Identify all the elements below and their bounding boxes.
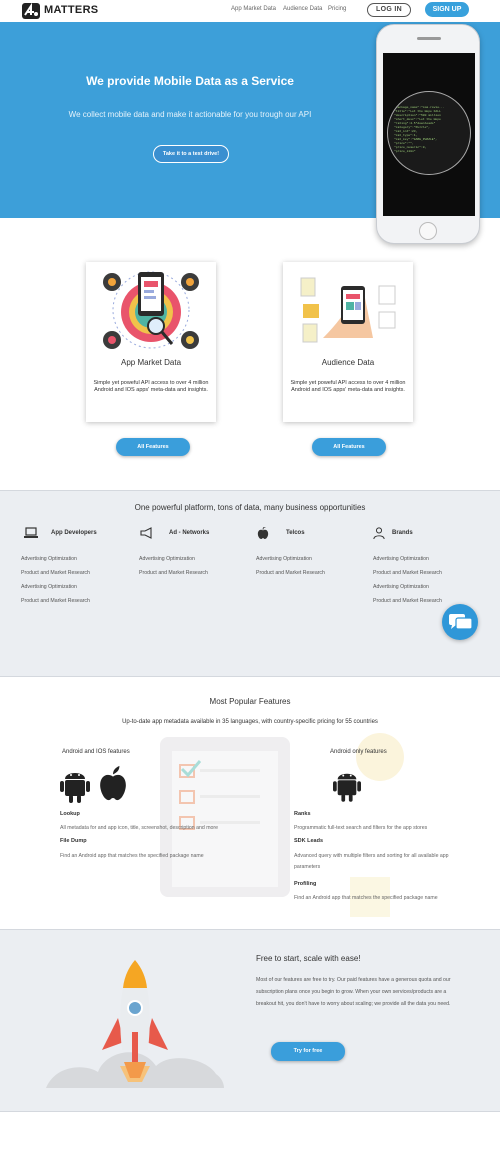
list-item: Advertising Optimization: [21, 584, 77, 590]
apple-icon: [256, 527, 270, 539]
feature-text-lookup: All metadata for and app icon, title, screenshot, description and more: [60, 825, 219, 831]
list-item: Advertising Optimization: [256, 556, 312, 562]
test-drive-button[interactable]: Take it to a test drive!: [153, 145, 229, 163]
column-heading-brands: Brands: [392, 530, 413, 536]
feature-text-file-dump: Find an Android app that matches the specified package name: [60, 853, 204, 859]
hero-subtitle: We collect mobile data and make it actionable for you trough our API: [68, 110, 312, 119]
feature-text-ranks: Programmatic full-text search and filters for the app stores: [294, 825, 428, 831]
logo-icon[interactable]: [22, 3, 40, 19]
nav-link-audience-data[interactable]: Audience Data: [283, 6, 323, 12]
free-title: Free to start, scale with ease!: [256, 954, 361, 963]
feature-text-sdk-leads: Advanced query with multiple filters and sorting for all available app parameters: [294, 853, 449, 870]
hero-title: We provide Mobile Data as a Service: [86, 74, 294, 88]
popular-title: Most Popular Features: [209, 697, 291, 706]
nav-link-app-market-data[interactable]: App Market Data: [231, 6, 277, 12]
column-heading-telcos: Telcos: [286, 530, 305, 536]
megaphone-icon: [140, 527, 154, 539]
android-icon: [60, 765, 90, 803]
feature-name-lookup: Lookup: [60, 811, 80, 817]
popular-features-section: [0, 677, 500, 929]
feature-name-profiling: Profiling: [294, 881, 317, 887]
nav-link-pricing[interactable]: Pricing: [328, 6, 347, 12]
list-item: Advertising Optimization: [373, 556, 429, 562]
top-navbar: [0, 0, 500, 22]
card-title: App Market Data: [120, 358, 182, 367]
platform-title: One powerful platform, tons of data, many business opportunities: [134, 503, 366, 512]
phone-speaker: [417, 37, 441, 40]
try-for-free-button[interactable]: Try for free: [271, 1042, 345, 1061]
list-item: Product and Market Research: [256, 570, 325, 576]
list-item: Product and Market Research: [21, 570, 90, 576]
left-features-heading: Android and IOS features: [62, 749, 130, 755]
list-item: Product and Market Research: [373, 570, 442, 576]
list-item: Advertising Optimization: [21, 556, 77, 562]
app-market-all-features-button[interactable]: All Features: [116, 438, 190, 456]
code-magnifier: "package_name":"com.rovio... "title":"Let the Hope FALL "description":"500 million "short_desc":"Let the Hope "rating":4.5"downloads" "category":"Puzzle", "cat_int":23, "cat_type":1, "cat_key":"GAME_PUZZLE", "price":"", "price_numeric":0, "price_i18n": [387, 91, 471, 175]
login-button[interactable]: LOG IN: [367, 3, 411, 17]
feature-name-ranks: Ranks: [294, 811, 311, 817]
chat-button[interactable]: [442, 604, 478, 640]
feature-name-sdk-leads: SDK Leads: [294, 838, 324, 844]
phone-screen: [383, 53, 475, 216]
platform-section: [0, 490, 500, 677]
free-start-section: [0, 929, 500, 1112]
list-item: Product and Market Research: [139, 570, 208, 576]
card-app-market-data: [86, 262, 216, 422]
logo-text[interactable]: MATTERS: [44, 4, 99, 16]
feature-text-profiling: Find an Android app that matches the specified package name: [294, 895, 438, 901]
card-title: Audience Data: [321, 358, 375, 367]
column-heading-ad-networks: Ad - Networks: [169, 530, 210, 536]
android-icon: [333, 765, 361, 803]
phone-illustration: [376, 24, 480, 244]
audience-all-features-button[interactable]: All Features: [312, 438, 386, 456]
card-description: Simple yet poweful API access to over 4 million Android and IOS apps' meta-data and insights.: [93, 380, 209, 393]
signup-button[interactable]: SIGN UP: [425, 2, 469, 17]
list-item: Advertising Optimization: [139, 556, 195, 562]
chat-bubble-icon: [442, 604, 478, 640]
app-market-illustration: [98, 268, 204, 354]
phone-home-button: [419, 222, 437, 240]
feature-name-file-dump: File Dump: [60, 838, 87, 844]
laptop-icon: [24, 527, 38, 539]
rocket-illustration: [46, 954, 224, 1088]
popular-subtitle: Up-to-date app metadata available in 35 languages, with country-specific pricing for 55 countries: [122, 719, 378, 725]
card-audience-data: [283, 262, 413, 422]
person-icon: [372, 527, 386, 539]
list-item: Advertising Optimization: [373, 584, 429, 590]
free-text: Most of our features are free to try. Our paid features have a generous quota and our subscription plans once you begin to grow. When your own services/products are a breakout hit, you don't have to worry about scaling; we provide all the data you need.: [256, 977, 451, 1007]
audience-illustration: [293, 268, 403, 354]
list-item: Product and Market Research: [21, 598, 90, 604]
apple-logo-icon: [98, 765, 128, 801]
card-description: Simple yet poweful API access to over 4 million Android and IOS apps' meta-data and insights.: [290, 380, 406, 393]
column-heading-app-developers: App Developers: [51, 530, 97, 536]
right-features-heading: Android only features: [330, 749, 387, 755]
list-item: Product and Market Research: [373, 598, 442, 604]
